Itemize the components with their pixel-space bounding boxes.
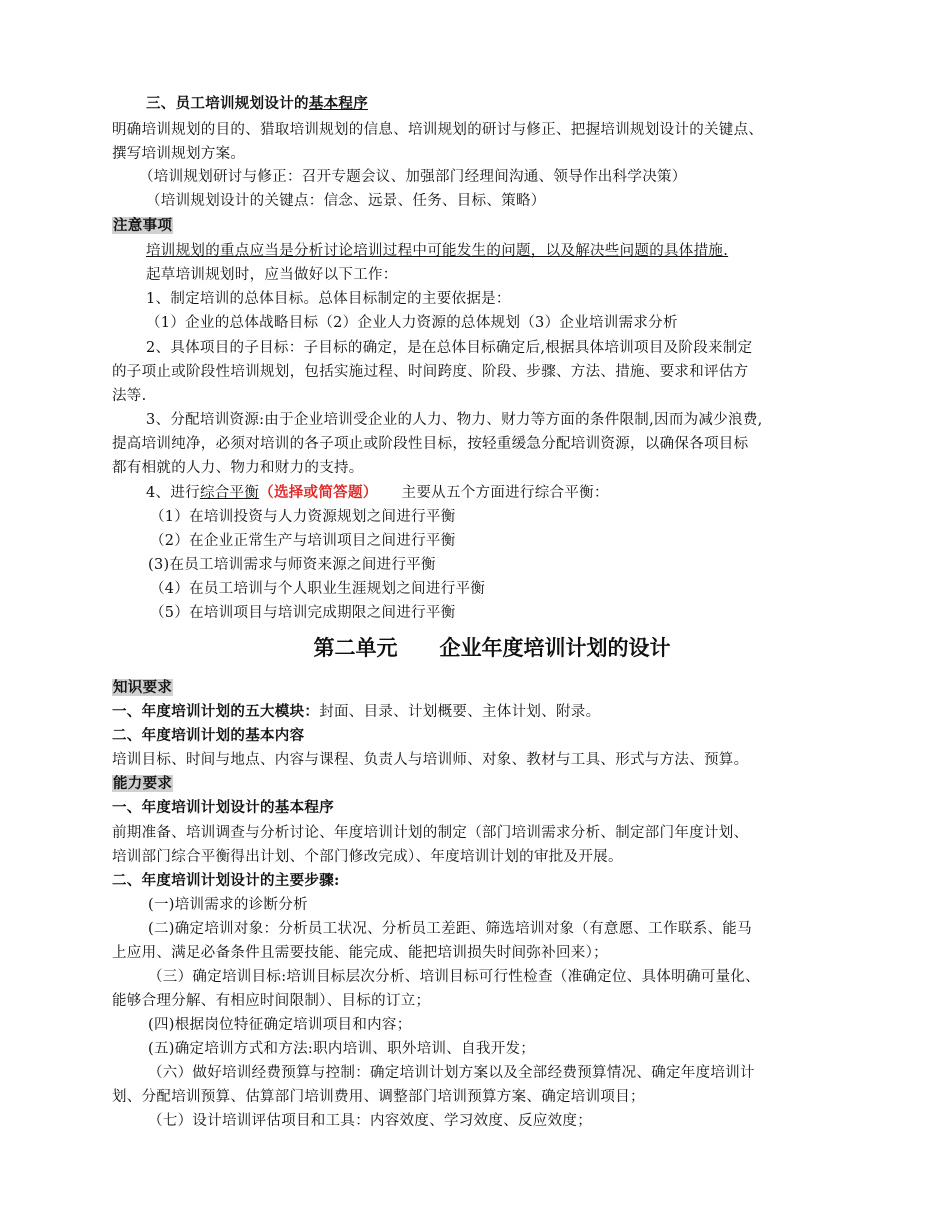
knowledge-item-heading: 一、年度培训计划的五大模块： — [112, 703, 320, 720]
step-item: (一)培训需求的诊断分析 — [148, 897, 308, 913]
list-item: 2、具体项目的子目标：子目标的确定，是在总体目标确定后,根据具体培训项目及阶段来制定 — [146, 340, 753, 356]
paragraph-note: （培训规划研讨与修正：召开专题会议、加强部门经理间沟通、领导作出科学决策） — [139, 169, 687, 185]
unit-title: 第二单元 企业年度培训计划的设计 — [313, 636, 671, 660]
section-heading-text: 三、员工培训规划设计的 — [146, 95, 309, 112]
step-item: (二)确定培训对象：分析员工状况、分析员工差距、筛选培训对象（有意愿、工作联系、能马 — [148, 921, 752, 937]
paragraph-line: 法等. — [112, 388, 147, 404]
ability-tag-label: 能力要求 — [113, 775, 173, 792]
step-item: （六）做好培训经费预算与控制：确定培训计划方案以及全部经费预算情况、确定年度培训计 — [148, 1065, 755, 1081]
section-heading — [146, 94, 906, 114]
section-heading-underlined: 基本程序 — [308, 95, 369, 112]
step-item: （七）设计培训评估项目和工具：内容效度、学习效度、反应效度； — [148, 1113, 592, 1129]
paragraph-line: 撰写培训规划方案。 — [112, 146, 246, 162]
knowledge-item — [112, 702, 872, 722]
paragraph-line: 上应用、满足必备条件且需要技能、能完成、能把培训损失时间弥补回来）； — [112, 945, 608, 961]
step-item: (五)确定培训方式和方法:职内培训、职外培训、自我开发； — [148, 1041, 536, 1057]
item4-prefix: 4、进行 — [146, 485, 200, 501]
list-item: 1、制定培训的总体目标。总体目标制定的主要依据是： — [146, 291, 511, 307]
balance-item: （4）在员工培训与个人职业生涯规划之间进行平衡 — [150, 581, 486, 597]
knowledge-tag — [112, 678, 872, 698]
notes-focus: 培训规划的重点应当是分析讨论培训过程中可能发生的问题，以及解决些问题的具体措施. — [146, 243, 729, 259]
balance-item: (3)在员工培训需求与师资来源之间进行平衡 — [148, 557, 436, 573]
paragraph-line: 培训部门综合平衡得出计划、个部门修改完成）、年度培训计划的审批及开展。 — [112, 849, 623, 865]
item4-rest: 主要从五个方面进行综合平衡： — [401, 485, 609, 501]
balance-item: （2）在企业正常生产与培训项目之间进行平衡 — [150, 533, 456, 549]
paragraph-line: 培训目标、时间与地点、内容与课程、负责人与培训师、对象、教材与工具、形式与方法、预算。 — [112, 752, 749, 768]
paragraph-line: 的子项止或阶段性培训规划，包括实施过程、时间跨度、阶段、步骤、方法、措施、要求和评估方 — [112, 364, 749, 380]
knowledge-heading: 二、年度培训计划的基本内容 — [112, 727, 305, 744]
balance-item: （5）在培训项目与培训完成期限之间进行平衡 — [150, 605, 456, 621]
list-item: （1）企业的总体战略目标（2）企业人力资源的总体规划（3）企业培训需求分析 — [146, 315, 678, 331]
list-item: 3、分配培训资源:由于企业培训受企业的人力、物力、财力等方面的条件限制,因而为减少浪费, — [146, 412, 763, 428]
paragraph-line: 起草培训规划时，应当做好以下工作： — [146, 267, 398, 283]
ability-heading: 二、年度培训计划设计的主要步骤: — [112, 872, 340, 889]
paragraph-line: 提高培训纯净，必须对培训的各子项止或阶段性目标，按轻重缓急分配培训资源，以确保各项目标 — [112, 436, 749, 452]
paragraph-line: 明确培训规划的目的、猎取培训规划的信息、培训规划的研讨与修正、把握培训规划设计的关键点、 — [112, 122, 764, 138]
list-item — [146, 483, 906, 503]
notes-tag-label: 注意事项 — [113, 217, 173, 234]
ability-tag — [112, 774, 872, 794]
balance-item: （1）在培训投资与人力资源规划之间进行平衡 — [150, 509, 456, 525]
ability-heading: 一、年度培训计划设计的基本程序 — [112, 799, 334, 816]
item4-emphasis: （选择或简答题） — [259, 484, 378, 501]
knowledge-item-text: 封面、目录、计划概要、主体计划、附录。 — [319, 704, 601, 720]
paragraph-line: 都有相就的人力、物力和财力的支持。 — [112, 460, 364, 476]
step-item: （三）确定培训目标:培训目标层次分析、培训目标可行性检查（准确定位、具体明确可量化、 — [148, 969, 760, 985]
paragraph-line: 前期准备、培训调查与分析讨论、年度培训计划的制定（部门培训需求分析、制定部门年度计划、 — [112, 825, 749, 841]
notes-tag — [112, 216, 872, 236]
step-item: (四)根据岗位特征确定培训项目和内容； — [148, 1017, 412, 1033]
paragraph-note: （培训规划设计的关键点：信念、远景、任务、目标、策略） — [146, 193, 546, 209]
paragraph-line: 划、分配培训预算、估算部门培训费用、调整部门培训预算方案、确定培训项目； — [112, 1089, 645, 1105]
knowledge-tag-label: 知识要求 — [113, 679, 173, 696]
item4-underlined: 综合平衡 — [199, 485, 260, 501]
paragraph-line: 能够合理分解、有相应时间限制）、目标的订立； — [112, 993, 431, 1009]
